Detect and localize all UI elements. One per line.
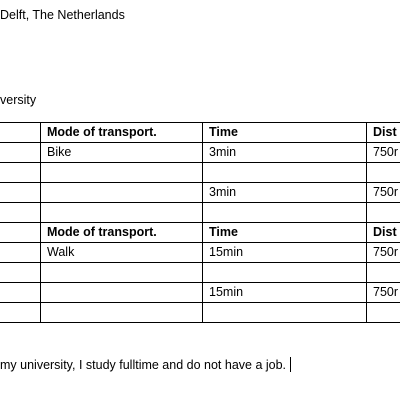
table-cell[interactable] [367, 163, 400, 183]
table-cell[interactable] [41, 283, 203, 303]
table-cell[interactable] [0, 123, 41, 143]
time-header[interactable]: Time [203, 123, 367, 143]
table-row [0, 263, 400, 283]
table-cell[interactable] [0, 303, 41, 323]
transport-table-1 [0, 122, 400, 223]
table-cell[interactable] [0, 143, 41, 163]
distance-header[interactable]: Dist [367, 223, 400, 243]
table-row [0, 243, 400, 263]
table-row [0, 283, 400, 303]
mode-header[interactable]: Mode of transport. [41, 123, 203, 143]
table-cell[interactable] [203, 163, 367, 183]
text-cursor [290, 357, 291, 372]
location-text: Delft, The Netherlands [0, 8, 125, 22]
table-cell[interactable] [0, 163, 41, 183]
table-cell[interactable]: 15min [203, 243, 367, 263]
time-header[interactable]: Time [203, 223, 367, 243]
body-text: my university, I study fulltime and do not have a job. [0, 358, 287, 372]
table-cell[interactable] [0, 283, 41, 303]
table-cell[interactable]: Walk [41, 243, 203, 263]
table-cell[interactable] [41, 163, 203, 183]
body-text-line[interactable] [0, 357, 291, 373]
table-cell[interactable]: 15min [203, 283, 367, 303]
university-heading: versity [0, 93, 37, 107]
table-header-row [0, 223, 400, 243]
transport-table-2 [0, 222, 400, 323]
table-cell[interactable] [203, 263, 367, 283]
table-cell[interactable] [41, 263, 203, 283]
table-cell[interactable] [0, 243, 41, 263]
mode-header[interactable]: Mode of transport. [41, 223, 203, 243]
table-cell[interactable]: 750r [367, 243, 400, 263]
table-cell[interactable]: 750r [367, 283, 400, 303]
table-cell[interactable] [203, 203, 367, 223]
table-row [0, 203, 400, 223]
table-cell[interactable] [367, 263, 400, 283]
table-cell[interactable] [0, 223, 41, 243]
table-cell[interactable]: 3min [203, 143, 367, 163]
table-row [0, 183, 400, 203]
table-cell[interactable] [0, 263, 41, 283]
table-header-row [0, 123, 400, 143]
table-cell[interactable] [41, 303, 203, 323]
table-cell[interactable] [41, 183, 203, 203]
table-row [0, 163, 400, 183]
table-cell[interactable]: Bike [41, 143, 203, 163]
table-row [0, 143, 400, 163]
table-row [0, 303, 400, 323]
table-cell[interactable] [367, 203, 400, 223]
table-cell[interactable] [0, 183, 41, 203]
table-cell[interactable] [41, 203, 203, 223]
table-cell[interactable] [367, 303, 400, 323]
table-cell[interactable]: 750r [367, 183, 400, 203]
table-cell[interactable] [203, 303, 367, 323]
table-cell[interactable]: 3min [203, 183, 367, 203]
distance-header[interactable]: Dist [367, 123, 400, 143]
table-cell[interactable]: 750r [367, 143, 400, 163]
table-cell[interactable] [0, 203, 41, 223]
